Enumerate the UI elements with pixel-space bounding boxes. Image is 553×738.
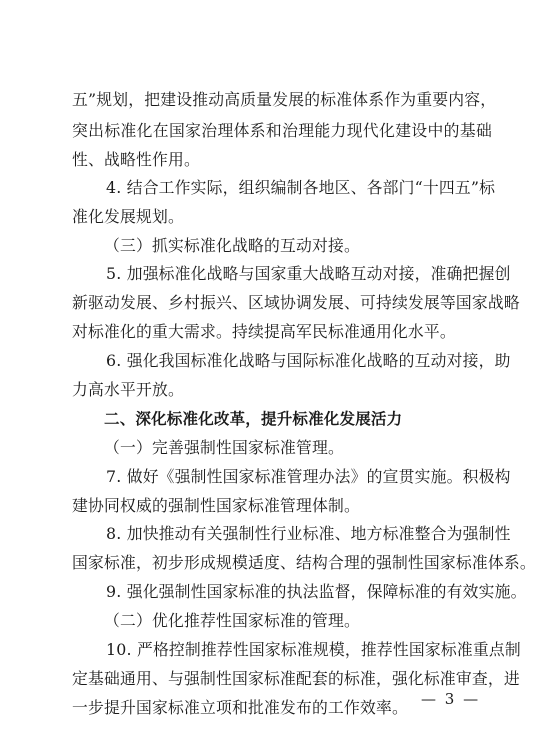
list-item-6: 6. 强化我国标准化战略与国际标准化战略的互动对接，助	[106, 351, 511, 370]
list-item-10: 10. 严格控制推荐性国家标准规模，推荐性国家标准重点制	[106, 640, 521, 659]
list-item-9: 9. 强化强制性国家标准的执法监督，保障标准的有效实施。	[106, 582, 527, 601]
subheading-3: （三）抓实标准化战略的互动对接。	[104, 236, 360, 255]
list-item-5: 5. 加强标准化战略与国家重大战略互动对接，准确把握创	[106, 264, 511, 283]
list-item-4: 4. 结合工作实际，组织编制各地区、各部门“十四五”标	[106, 178, 496, 197]
body-text-line: 五”规划，把建设推动高质量发展的标准体系作为重要内容，	[72, 90, 497, 109]
list-item-8: 8. 加快推动有关强制性行业标准、地方标准整合为强制性	[106, 524, 511, 543]
body-text-line: 建协同权威的强制性国家标准管理体制。	[72, 496, 360, 515]
body-text-line: 定基础通用、与强制性国家标准配套的标准，强化标准审查，进	[72, 669, 520, 688]
subheading-1: （一）完善强制性国家标准管理。	[104, 438, 344, 457]
body-text-line: 一步提升国家标准立项和批准发布的工作效率。	[72, 698, 408, 717]
page-number: — 3 —	[421, 690, 481, 708]
body-text-line: 突出标准化在国家治理体系和治理能力现代化建设中的基础	[72, 121, 492, 140]
subheading-2: （二）优化推荐性国家标准的管理。	[104, 611, 360, 630]
body-text-line: 对标准化的重大需求。持续提高军民标准通用化水平。	[72, 322, 456, 341]
section-heading: 二、深化标准化改革，提升标准化发展活力	[104, 410, 403, 428]
body-text-line: 准化发展规划。	[72, 207, 184, 226]
list-item-7: 7. 做好《强制性国家标准管理办法》的宣贯实施。积极构	[106, 467, 511, 486]
body-text-line: 力高水平开放。	[72, 380, 184, 399]
body-text-line: 国家标准，初步形成规模适度、结构合理的强制性国家标准体系。	[72, 553, 536, 572]
body-text-line: 新驱动发展、乡村振兴、区域协调发展、可持续发展等国家战略	[72, 293, 520, 312]
body-text-line: 性、战略性作用。	[72, 150, 200, 169]
